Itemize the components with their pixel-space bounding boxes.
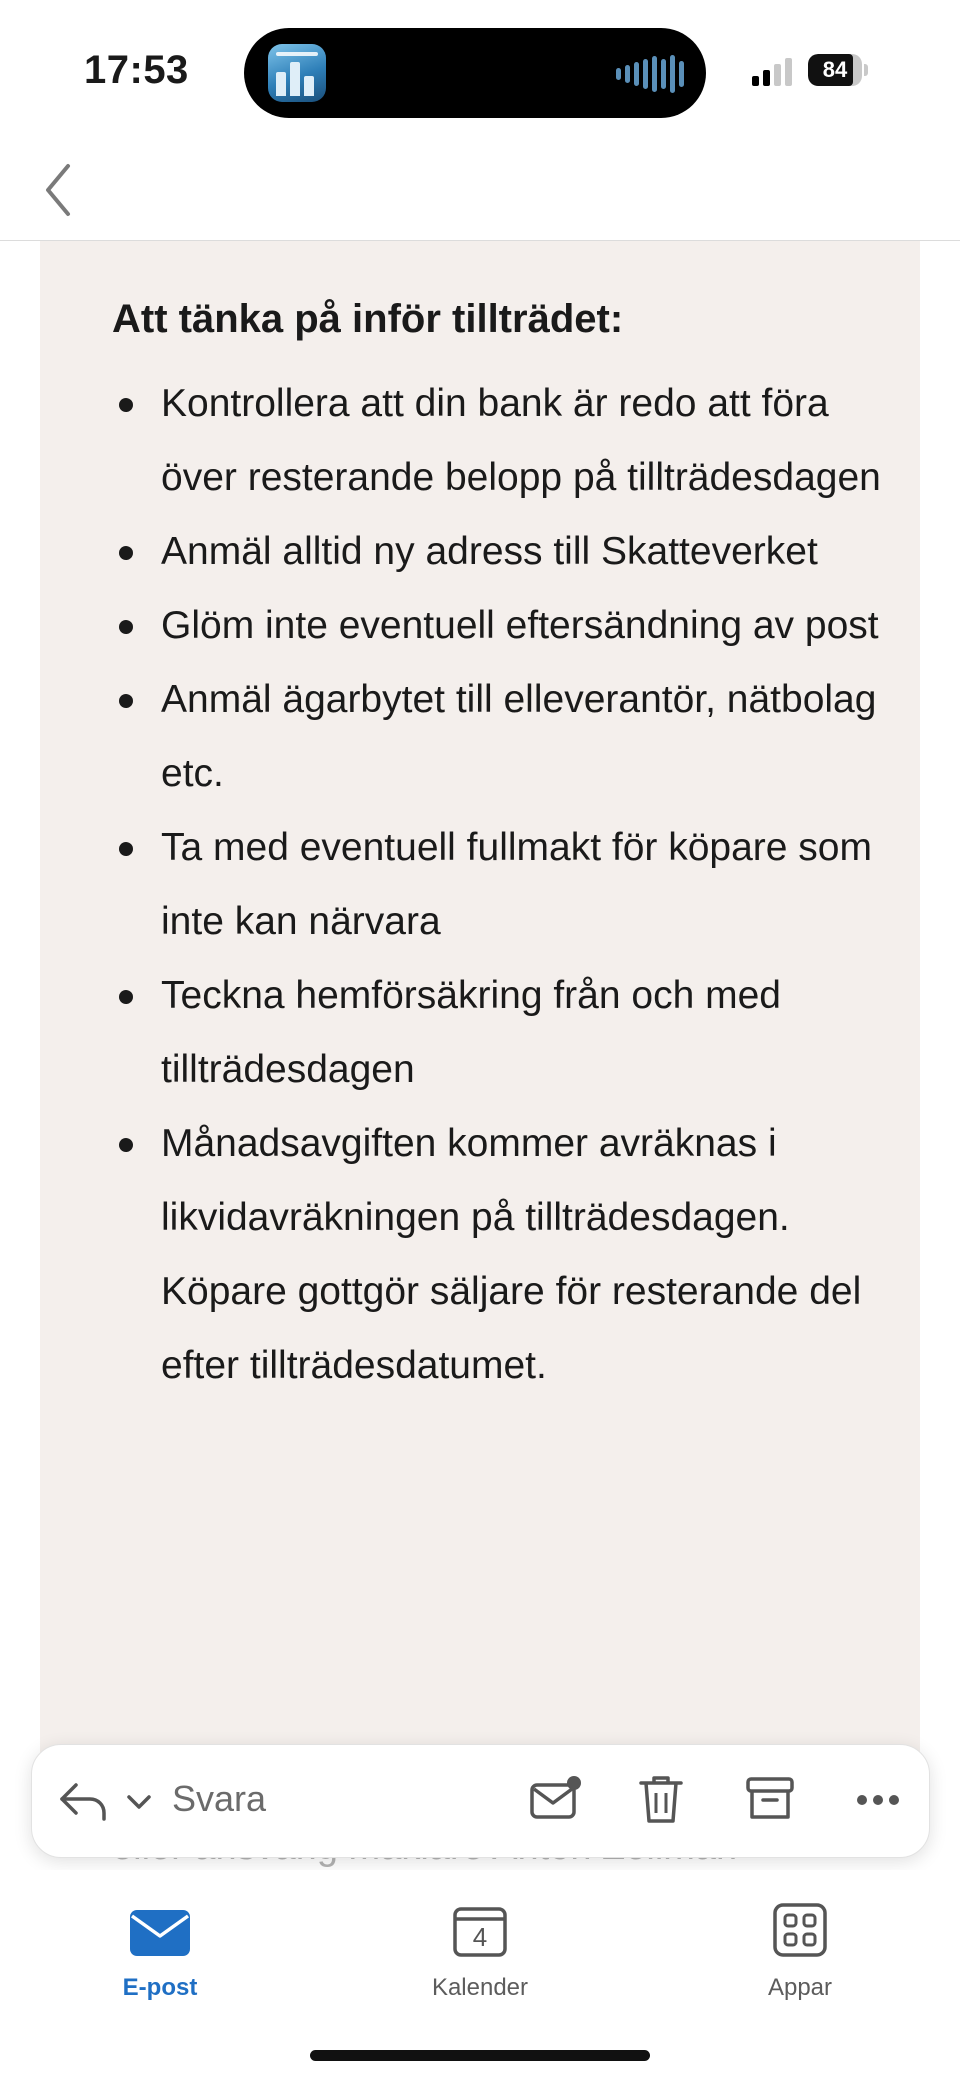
checklist	[112, 367, 892, 1403]
cellular-signal-icon	[752, 58, 792, 86]
chevron-left-icon	[36, 160, 96, 220]
checklist-item: Månadsavgiften kommer avräknas i likvidavräkningen på tillträdesdagen. Köpare gottgör säljare för resterande del efter tillträdesdatumet.	[112, 1107, 892, 1403]
mail-icon	[128, 1908, 192, 1960]
checklist-item: Anmäl alltid ny adress till Skatteverket	[112, 515, 892, 589]
tab-calendar[interactable]	[380, 1892, 580, 2002]
tab-label: E-post	[122, 1974, 198, 2001]
status-bar	[0, 0, 960, 140]
navigation-bar	[0, 140, 960, 241]
reply-button[interactable]	[56, 1775, 110, 1827]
email-body	[40, 241, 920, 1771]
checklist-item: Anmäl ägarbytet till elleverantör, nätbolag etc.	[112, 663, 892, 811]
archive-button[interactable]	[744, 1773, 796, 1825]
apps-grid-icon	[772, 1902, 828, 1958]
battery-percent: 84	[822, 57, 848, 82]
status-time: 17:53	[84, 48, 189, 92]
mark-unread-button[interactable]	[528, 1773, 584, 1825]
mark-unread-icon	[528, 1773, 584, 1825]
more-icon	[854, 1785, 902, 1815]
calendar-day-number: 4	[472, 1922, 488, 1952]
more-button[interactable]	[854, 1785, 902, 1815]
tab-label: Appar	[767, 1974, 833, 2001]
audio-waveform-icon	[616, 55, 684, 93]
checklist-item: Ta med eventuell fullmakt för köpare som inte kan närvara	[112, 811, 892, 959]
back-button[interactable]	[36, 160, 96, 220]
chevron-down-icon	[122, 1785, 156, 1819]
delete-button[interactable]	[636, 1771, 686, 1827]
checklist-item: Teckna hemförsäkring från och med tillträdesdagen	[112, 959, 892, 1107]
reply-bar	[31, 1744, 930, 1858]
battery-icon	[808, 54, 866, 86]
home-indicator[interactable]	[310, 2050, 650, 2061]
tab-mail[interactable]	[60, 1892, 260, 2002]
archive-icon	[744, 1773, 796, 1825]
tab-label: Kalender	[431, 1974, 529, 2001]
trash-icon	[636, 1771, 686, 1827]
live-activity-app-icon	[268, 44, 326, 102]
reply-icon	[56, 1775, 110, 1827]
reply-label[interactable]: Svara	[172, 1778, 267, 1819]
section-title: Att tänka på inför tillträdet:	[112, 297, 624, 341]
reply-options-button[interactable]	[122, 1785, 156, 1819]
dynamic-island[interactable]	[244, 28, 706, 118]
checklist-item: Glöm inte eventuell eftersändning av post	[112, 589, 892, 663]
tab-apps[interactable]	[700, 1892, 900, 2002]
checklist-item: Kontrollera att din bank är redo att föra över resterande belopp på tillträdesdagen	[112, 367, 892, 515]
